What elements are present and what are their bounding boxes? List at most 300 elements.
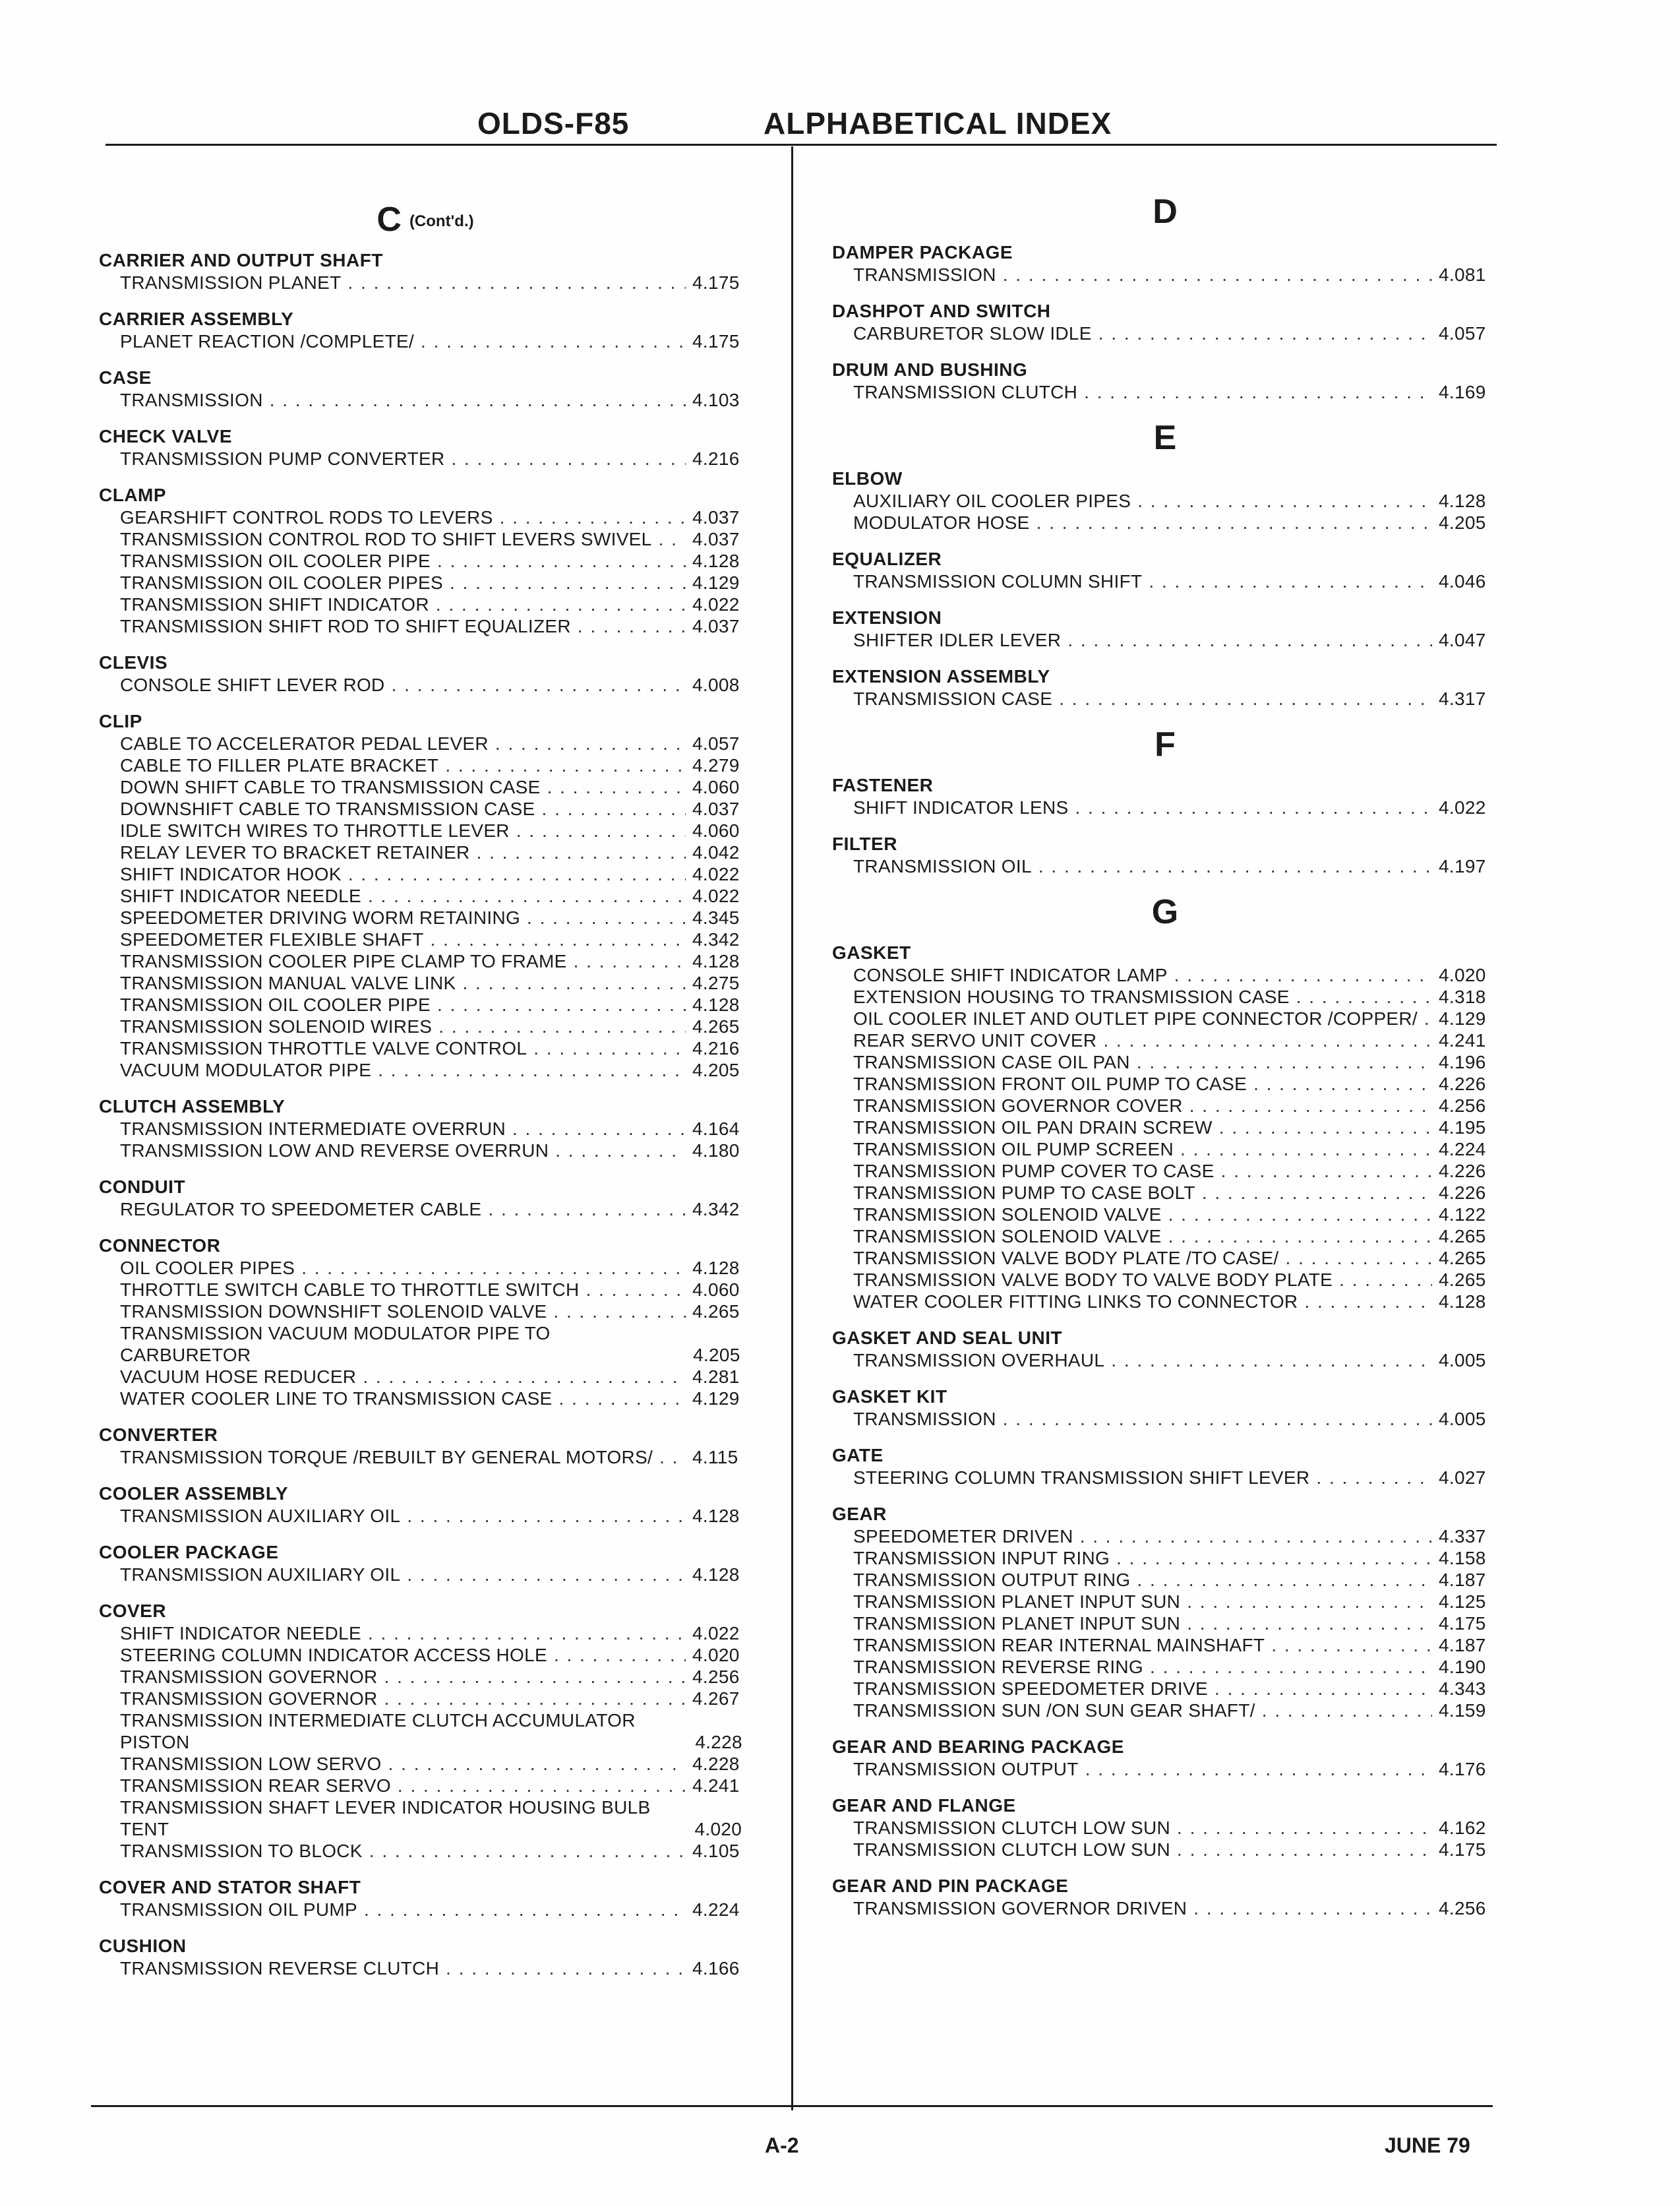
- entry-page: 4.265: [1439, 1226, 1486, 1246]
- entry-text: IDLE SWITCH WIRES TO THROTTLE LEVER: [120, 820, 510, 841]
- group-title: EQUALIZER: [832, 549, 942, 569]
- index-entry: [99, 1301, 752, 1322]
- leader-dots: [446, 1957, 686, 1979]
- leader-dots: [659, 528, 686, 550]
- leader-dots: [301, 1257, 686, 1279]
- entry-text: TRANSMISSION VALVE BODY PLATE /TO CASE/: [853, 1248, 1279, 1268]
- group-title: CLUTCH ASSEMBLY: [99, 1096, 285, 1117]
- index-entry: [832, 1758, 1498, 1780]
- entry-text: TRANSMISSION VALVE BODY TO VALVE BODY PLATE: [853, 1270, 1333, 1290]
- index-entry: [99, 448, 752, 470]
- index-entry: [99, 929, 752, 950]
- header-title: ALPHABETICAL INDEX: [764, 106, 1112, 140]
- index-entry: [99, 1446, 752, 1468]
- leader-dots: [1075, 797, 1433, 818]
- group-title: CLAMP: [99, 485, 167, 505]
- entry-text: SPEEDOMETER DRIVEN: [853, 1526, 1073, 1547]
- leader-dots: [421, 330, 686, 352]
- entry-page: 4.115: [692, 1447, 738, 1467]
- entry-page: 4.037: [692, 799, 740, 819]
- index-entry: [832, 1547, 1498, 1569]
- entry-page: 4.342: [692, 1199, 740, 1219]
- index-group: [832, 1794, 1498, 1860]
- index-entry: [832, 1700, 1498, 1721]
- entry-page: 4.256: [692, 1667, 740, 1687]
- entry-text: TRANSMISSION SOLENOID VALVE: [853, 1226, 1162, 1246]
- entry-text: TRANSMISSION LOW SERVO: [120, 1754, 382, 1774]
- leader-dots: [348, 272, 686, 293]
- entry-text: TRANSMISSION TO BLOCK: [120, 1841, 363, 1861]
- index-entry: [832, 1117, 1498, 1138]
- index-group: [99, 1424, 752, 1468]
- index-entry: [99, 1666, 752, 1688]
- index-entry: [832, 964, 1498, 986]
- index-group: [832, 833, 1498, 877]
- entry-text: TRANSMISSION OVERHAUL: [853, 1350, 1105, 1370]
- entry-text: TRANSMISSION SPEEDOMETER DRIVE: [853, 1678, 1208, 1699]
- group-title: GEAR AND PIN PACKAGE: [832, 1876, 1069, 1896]
- entry-page: 4.281: [692, 1366, 740, 1387]
- entry-text: SHIFT INDICATOR NEEDLE: [120, 886, 361, 906]
- group-title: FASTENER: [832, 775, 934, 795]
- index-entry: [832, 490, 1498, 512]
- index-entry: [99, 798, 752, 820]
- entry-page: 4.022: [692, 864, 740, 884]
- leader-dots: [1137, 1569, 1433, 1591]
- index-entry: [99, 907, 752, 929]
- entry-text: TRANSMISSION REAR INTERNAL MAINSHAFT: [853, 1635, 1265, 1655]
- entry-text: REGULATOR TO SPEEDOMETER CABLE: [120, 1199, 482, 1219]
- leader-dots: [1221, 1160, 1432, 1182]
- leader-dots: [574, 950, 686, 972]
- index-group: [99, 1541, 752, 1585]
- leader-dots: [488, 1198, 686, 1220]
- entry-page: 4.128: [692, 1506, 740, 1526]
- index-entry: [832, 1073, 1498, 1095]
- leader-dots: [431, 929, 686, 950]
- leader-dots: [388, 1753, 686, 1775]
- entry-text: TRANSMISSION INTERMEDIATE OVERRUN: [120, 1118, 506, 1139]
- entry-text: TRANSMISSION INTERMEDIATE CLUTCH ACCUMULATOR PISTON: [120, 1710, 636, 1752]
- index-entry: [832, 1204, 1498, 1225]
- index-entry: [99, 1037, 752, 1059]
- letter-section: [832, 191, 1498, 403]
- leader-dots: [1036, 512, 1432, 534]
- entry-text: TRANSMISSION OIL PUMP SCREEN: [853, 1139, 1174, 1159]
- index-entry: [832, 381, 1498, 403]
- leader-dots: [559, 1388, 686, 1409]
- entry-text: WATER COOLER FITTING LINKS TO CONNECTOR: [853, 1291, 1298, 1312]
- entry-text: TRANSMISSION PLANET INPUT SUN: [853, 1613, 1181, 1634]
- entry-page: 4.105: [692, 1841, 740, 1861]
- entry-page: 4.128: [692, 1258, 740, 1278]
- index-entry: [99, 572, 752, 594]
- index-entry: [99, 820, 752, 842]
- leader-dots: [477, 842, 686, 863]
- entry-text: TRANSMISSION CASE: [853, 689, 1053, 709]
- group-title: CASE: [99, 367, 152, 388]
- index-entry: [99, 1016, 752, 1037]
- index-entry: [832, 1349, 1498, 1371]
- leader-dots: [527, 907, 686, 929]
- leader-dots: [1103, 1029, 1432, 1051]
- leader-dots: [495, 733, 686, 754]
- index-entry: [99, 885, 752, 907]
- index-entry: [832, 986, 1498, 1008]
- index-entry: [99, 1059, 752, 1081]
- index-group: [99, 308, 752, 352]
- index-entry: [832, 1269, 1498, 1291]
- entry-page: 4.224: [692, 1899, 740, 1920]
- index-group: [832, 942, 1498, 1312]
- index-entry: [99, 1257, 752, 1279]
- index-entry: [832, 1678, 1498, 1700]
- index-entry: [99, 550, 752, 572]
- section-letter: G: [1151, 893, 1179, 931]
- index-group: [99, 652, 752, 696]
- leader-dots: [437, 994, 686, 1016]
- index-group: [99, 367, 752, 411]
- leader-dots: [1059, 688, 1432, 710]
- letter-section: [832, 724, 1498, 877]
- entry-page: 4.129: [692, 572, 740, 593]
- index-entry: [99, 1899, 752, 1920]
- entry-text: PLANET REACTION /COMPLETE/: [120, 331, 415, 352]
- leader-dots: [1177, 1817, 1432, 1839]
- entry-page: 4.205: [692, 1060, 740, 1080]
- entry-text: RELAY LEVER TO BRACKET RETAINER: [120, 842, 470, 863]
- leader-dots: [1137, 1051, 1432, 1073]
- leader-dots: [1177, 1839, 1432, 1860]
- index-entry: [99, 506, 752, 528]
- entry-page: 4.166: [692, 1958, 740, 1978]
- index-entry: [99, 1564, 752, 1585]
- index-group: [99, 249, 752, 293]
- entry-page: 4.187: [1439, 1635, 1486, 1655]
- group-title: GEAR AND BEARING PACKAGE: [832, 1736, 1124, 1757]
- entry-page: 4.008: [692, 675, 740, 695]
- index-group: [99, 1876, 752, 1920]
- entry-page: 4.265: [1439, 1270, 1486, 1290]
- index-entry: [832, 629, 1498, 651]
- entry-page: 4.176: [1439, 1759, 1486, 1779]
- entry-text: CABLE TO ACCELERATOR PEDAL LEVER: [120, 733, 489, 754]
- leader-dots: [450, 572, 686, 594]
- letter-section: [832, 417, 1498, 710]
- entry-page: 4.241: [692, 1775, 740, 1796]
- index-group: [99, 1235, 752, 1409]
- leader-dots: [445, 754, 686, 776]
- entry-page: 4.125: [1439, 1591, 1486, 1612]
- entry-page: 4.279: [692, 755, 740, 776]
- index-entry: [832, 1095, 1498, 1117]
- group-title: CONNECTOR: [99, 1235, 221, 1256]
- entry-page: 4.022: [692, 1623, 740, 1643]
- entry-page: 4.047: [1439, 630, 1486, 650]
- entry-page: 4.180: [692, 1140, 740, 1161]
- index-entry: [99, 1840, 752, 1862]
- index-entry: [99, 1753, 752, 1775]
- index-group: [99, 484, 752, 637]
- leader-dots: [363, 1366, 686, 1388]
- entry-text: TRANSMISSION GOVERNOR COVER: [853, 1095, 1183, 1116]
- entry-page: 4.129: [692, 1388, 740, 1409]
- index-group: [832, 241, 1498, 286]
- entry-page: 4.128: [692, 951, 740, 971]
- entry-page: 4.022: [1439, 797, 1486, 818]
- leader-dots: [437, 550, 686, 572]
- entry-text: EXTENSION HOUSING TO TRANSMISSION CASE: [853, 987, 1290, 1007]
- entry-text: TRANSMISSION SUN /ON SUN GEAR SHAFT/: [853, 1700, 1255, 1721]
- entry-page: 4.345: [692, 907, 740, 928]
- entry-page: 4.057: [1439, 323, 1486, 344]
- leader-dots: [500, 506, 686, 528]
- entry-page: 4.169: [1439, 382, 1486, 402]
- group-title: GATE: [832, 1445, 884, 1465]
- index-entry: [832, 1291, 1498, 1312]
- entry-page: 4.241: [1439, 1030, 1486, 1051]
- index-entry: [99, 1388, 752, 1409]
- group-title: FILTER: [832, 834, 897, 854]
- index-group: [832, 1503, 1498, 1721]
- leader-dots: [547, 776, 686, 798]
- header-make: OLDS-F85: [477, 106, 630, 140]
- entry-text: TRANSMISSION REVERSE CLUTCH: [120, 1958, 440, 1978]
- entry-page: 4.226: [1439, 1182, 1486, 1203]
- index-entry: [832, 797, 1498, 818]
- entry-page: 4.164: [692, 1118, 740, 1139]
- entry-page: 4.187: [1439, 1570, 1486, 1590]
- index-group: [99, 425, 752, 470]
- entry-page: 4.046: [1439, 571, 1486, 592]
- index-entry: [99, 674, 752, 696]
- entry-page: 4.265: [692, 1016, 740, 1037]
- letter-section: [832, 892, 1498, 1919]
- entry-text: SHIFTER IDLER LEVER: [853, 630, 1062, 650]
- entry-page: 4.216: [692, 1038, 740, 1058]
- index-entry: [99, 1644, 752, 1666]
- leader-dots: [364, 1899, 686, 1920]
- group-title: EXTENSION ASSEMBLY: [832, 666, 1050, 687]
- group-title: CLIP: [99, 711, 142, 731]
- entry-text: TRANSMISSION PLANET INPUT SUN: [853, 1591, 1181, 1612]
- leader-dots: [438, 1016, 686, 1037]
- leader-dots: [1304, 1291, 1432, 1312]
- section-letter: [99, 199, 752, 240]
- group-title: DASHPOT AND SWITCH: [832, 301, 1051, 321]
- index-entry: [832, 570, 1498, 592]
- leader-dots: [1187, 1612, 1432, 1634]
- entry-page: 4.128: [1439, 491, 1486, 511]
- entry-page: 4.005: [1439, 1350, 1486, 1370]
- leader-dots: [553, 1301, 686, 1322]
- entry-text: TRANSMISSION REAR SERVO: [120, 1775, 391, 1796]
- leader-dots: [1085, 1758, 1432, 1780]
- index-entry: [99, 1279, 752, 1301]
- leader-dots: [407, 1505, 686, 1527]
- entry-text: TRANSMISSION CASE OIL PAN: [853, 1052, 1130, 1072]
- entry-page: 4.037: [692, 529, 740, 549]
- group-title: CHECK VALVE: [99, 426, 233, 446]
- group-title: ELBOW: [832, 468, 903, 489]
- index-entry: [832, 512, 1498, 534]
- right-sections: [832, 191, 1498, 1919]
- entry-text: TRANSMISSION SOLENOID WIRES: [120, 1016, 433, 1037]
- entry-page: 4.128: [692, 551, 740, 571]
- entry-page: 4.317: [1439, 689, 1486, 709]
- index-entry: [832, 1817, 1498, 1839]
- leader-dots: [1084, 381, 1432, 403]
- entry-text: TRANSMISSION GOVERNOR DRIVEN: [853, 1898, 1187, 1918]
- leader-dots: [1003, 1408, 1432, 1430]
- leader-dots: [1219, 1117, 1432, 1138]
- index-group: [832, 548, 1498, 592]
- entry-page: 4.022: [692, 594, 740, 615]
- entry-text: THROTTLE SWITCH CABLE TO THROTTLE SWITCH: [120, 1279, 580, 1300]
- entry-text: MODULATOR HOSE: [853, 512, 1030, 533]
- entry-page: 4.256: [1439, 1095, 1486, 1116]
- leader-dots: [1296, 986, 1432, 1008]
- entry-page: 4.057: [692, 733, 740, 754]
- leader-dots: [1253, 1073, 1432, 1095]
- index-group: [832, 300, 1498, 344]
- index-group: [832, 1736, 1498, 1780]
- footer-rule: [91, 2105, 1493, 2107]
- index-entry: [832, 1029, 1498, 1051]
- leader-dots: [463, 972, 686, 994]
- entry-page: 4.005: [1439, 1409, 1486, 1429]
- entry-text: TRANSMISSION LOW AND REVERSE OVERRUN: [120, 1140, 549, 1161]
- entry-page: 4.190: [1439, 1657, 1486, 1677]
- entry-page: 4.337: [1439, 1526, 1486, 1547]
- index-group: [832, 1386, 1498, 1430]
- entry-text: SHIFT INDICATOR LENS: [853, 797, 1069, 818]
- entry-text: WATER COOLER LINE TO TRANSMISSION CASE: [120, 1388, 553, 1409]
- leader-dots: [1286, 1247, 1432, 1269]
- leader-dots: [1168, 1204, 1432, 1225]
- group-title: DRUM AND BUSHING: [832, 359, 1028, 380]
- entry-text: CONSOLE SHIFT INDICATOR LAMP: [853, 965, 1168, 985]
- leader-dots: [451, 448, 686, 470]
- entry-page: 4.122: [1439, 1204, 1486, 1225]
- entry-page: 4.037: [692, 507, 740, 528]
- leader-dots: [1215, 1678, 1432, 1700]
- entry-text: VACUUM HOSE REDUCER: [120, 1366, 357, 1387]
- entry-text: CONSOLE SHIFT LEVER ROD: [120, 675, 385, 695]
- index-entry: [99, 972, 752, 994]
- index-group: [832, 1875, 1498, 1919]
- group-title: COOLER PACKAGE: [99, 1542, 279, 1562]
- index-entry: [99, 1775, 752, 1796]
- group-title: CONVERTER: [99, 1425, 218, 1445]
- index-entry: [99, 1505, 752, 1527]
- index-entry: [99, 615, 752, 637]
- index-entry: [832, 1051, 1498, 1073]
- leader-dots: [1316, 1467, 1432, 1488]
- index-entry: [99, 330, 752, 352]
- group-title: EXTENSION: [832, 607, 942, 628]
- index-entry: [99, 1198, 752, 1220]
- index-entry: [99, 528, 752, 550]
- leader-dots: [1262, 1700, 1432, 1721]
- group-title: GASKET AND SEAL UNIT: [832, 1328, 1063, 1348]
- page-number: A-2: [765, 2133, 799, 2157]
- index-entry: [832, 688, 1498, 710]
- index-entry: [99, 272, 752, 293]
- index-group: [832, 1444, 1498, 1488]
- leader-dots: [512, 1118, 686, 1140]
- entry-page: 4.159: [1439, 1700, 1486, 1721]
- group-title: GEAR AND FLANGE: [832, 1795, 1016, 1816]
- entry-text: TRANSMISSION AUXILIARY OIL: [120, 1506, 401, 1526]
- leader-dots: [1003, 264, 1432, 286]
- leader-dots: [516, 820, 686, 842]
- entry-text: TRANSMISSION CONTROL ROD TO SHIFT LEVERS SWIVEL: [120, 529, 652, 549]
- entry-text: TRANSMISSION VACUUM MODULATOR PIPE TO CARBURETOR: [120, 1323, 551, 1365]
- entry-text: DOWNSHIFT CABLE TO TRANSMISSION CASE: [120, 799, 535, 819]
- index-entry: [832, 1634, 1498, 1656]
- header-rule: [105, 144, 1497, 146]
- entry-text: TRANSMISSION PUMP TO CASE BOLT: [853, 1182, 1195, 1203]
- entry-page: 4.158: [1439, 1548, 1486, 1568]
- leader-dots: [554, 1644, 686, 1666]
- leader-dots: [586, 1279, 686, 1301]
- entry-text: TRANSMISSION: [853, 1409, 996, 1429]
- entry-page: 4.195: [1439, 1117, 1486, 1138]
- index-entry: [99, 389, 752, 411]
- entry-text: OIL COOLER PIPES: [120, 1258, 295, 1278]
- section-letter: D: [1153, 193, 1178, 231]
- letter-c: C: [376, 200, 402, 239]
- index-entry: [832, 1656, 1498, 1678]
- index-entry: [832, 1160, 1498, 1182]
- entry-page: 4.228: [695, 1732, 742, 1752]
- entry-page: 4.175: [692, 272, 740, 293]
- entry-page: 4.037: [692, 616, 740, 636]
- index-entry: [832, 1467, 1498, 1488]
- entry-text: SPEEDOMETER FLEXIBLE SHAFT: [120, 929, 424, 950]
- index-entry: [99, 776, 752, 798]
- leader-dots: [659, 1446, 686, 1468]
- entry-text: TRANSMISSION GOVERNOR: [120, 1688, 378, 1709]
- entry-page: 4.103: [692, 390, 740, 410]
- leader-dots: [555, 1140, 686, 1161]
- entry-page: 4.060: [692, 777, 740, 797]
- entry-page: 4.129: [1439, 1008, 1486, 1029]
- section-letter: F: [1155, 725, 1176, 764]
- group-title: GEAR: [832, 1504, 887, 1524]
- index-entry: [832, 1839, 1498, 1860]
- entry-text: TRANSMISSION OIL COOLER PIPE: [120, 551, 431, 571]
- index-entry: [99, 842, 752, 863]
- entry-text: CABLE TO FILLER PLATE BRACKET: [120, 755, 439, 776]
- entry-text: OIL COOLER INLET AND OUTLET PIPE CONNECTOR /COPPER/: [853, 1008, 1418, 1029]
- group-title: CONDUIT: [99, 1177, 186, 1197]
- entry-page: 4.265: [1439, 1248, 1486, 1268]
- entry-page: 4.267: [692, 1688, 740, 1709]
- entry-page: 4.175: [692, 331, 740, 352]
- index-group: [99, 1935, 752, 1979]
- index-group: [832, 607, 1498, 651]
- index-entry: [832, 1591, 1498, 1612]
- entry-page: 4.216: [692, 448, 740, 469]
- index-entry: [99, 1118, 752, 1140]
- entry-page: 4.027: [1439, 1467, 1486, 1488]
- group-title: CARRIER ASSEMBLY: [99, 309, 294, 329]
- entry-text: TRANSMISSION CLUTCH LOW SUN: [853, 1839, 1171, 1860]
- entry-text: TRANSMISSION OUTPUT: [853, 1759, 1079, 1779]
- entry-text: TRANSMISSION OIL PAN DRAIN SCREW: [853, 1117, 1213, 1138]
